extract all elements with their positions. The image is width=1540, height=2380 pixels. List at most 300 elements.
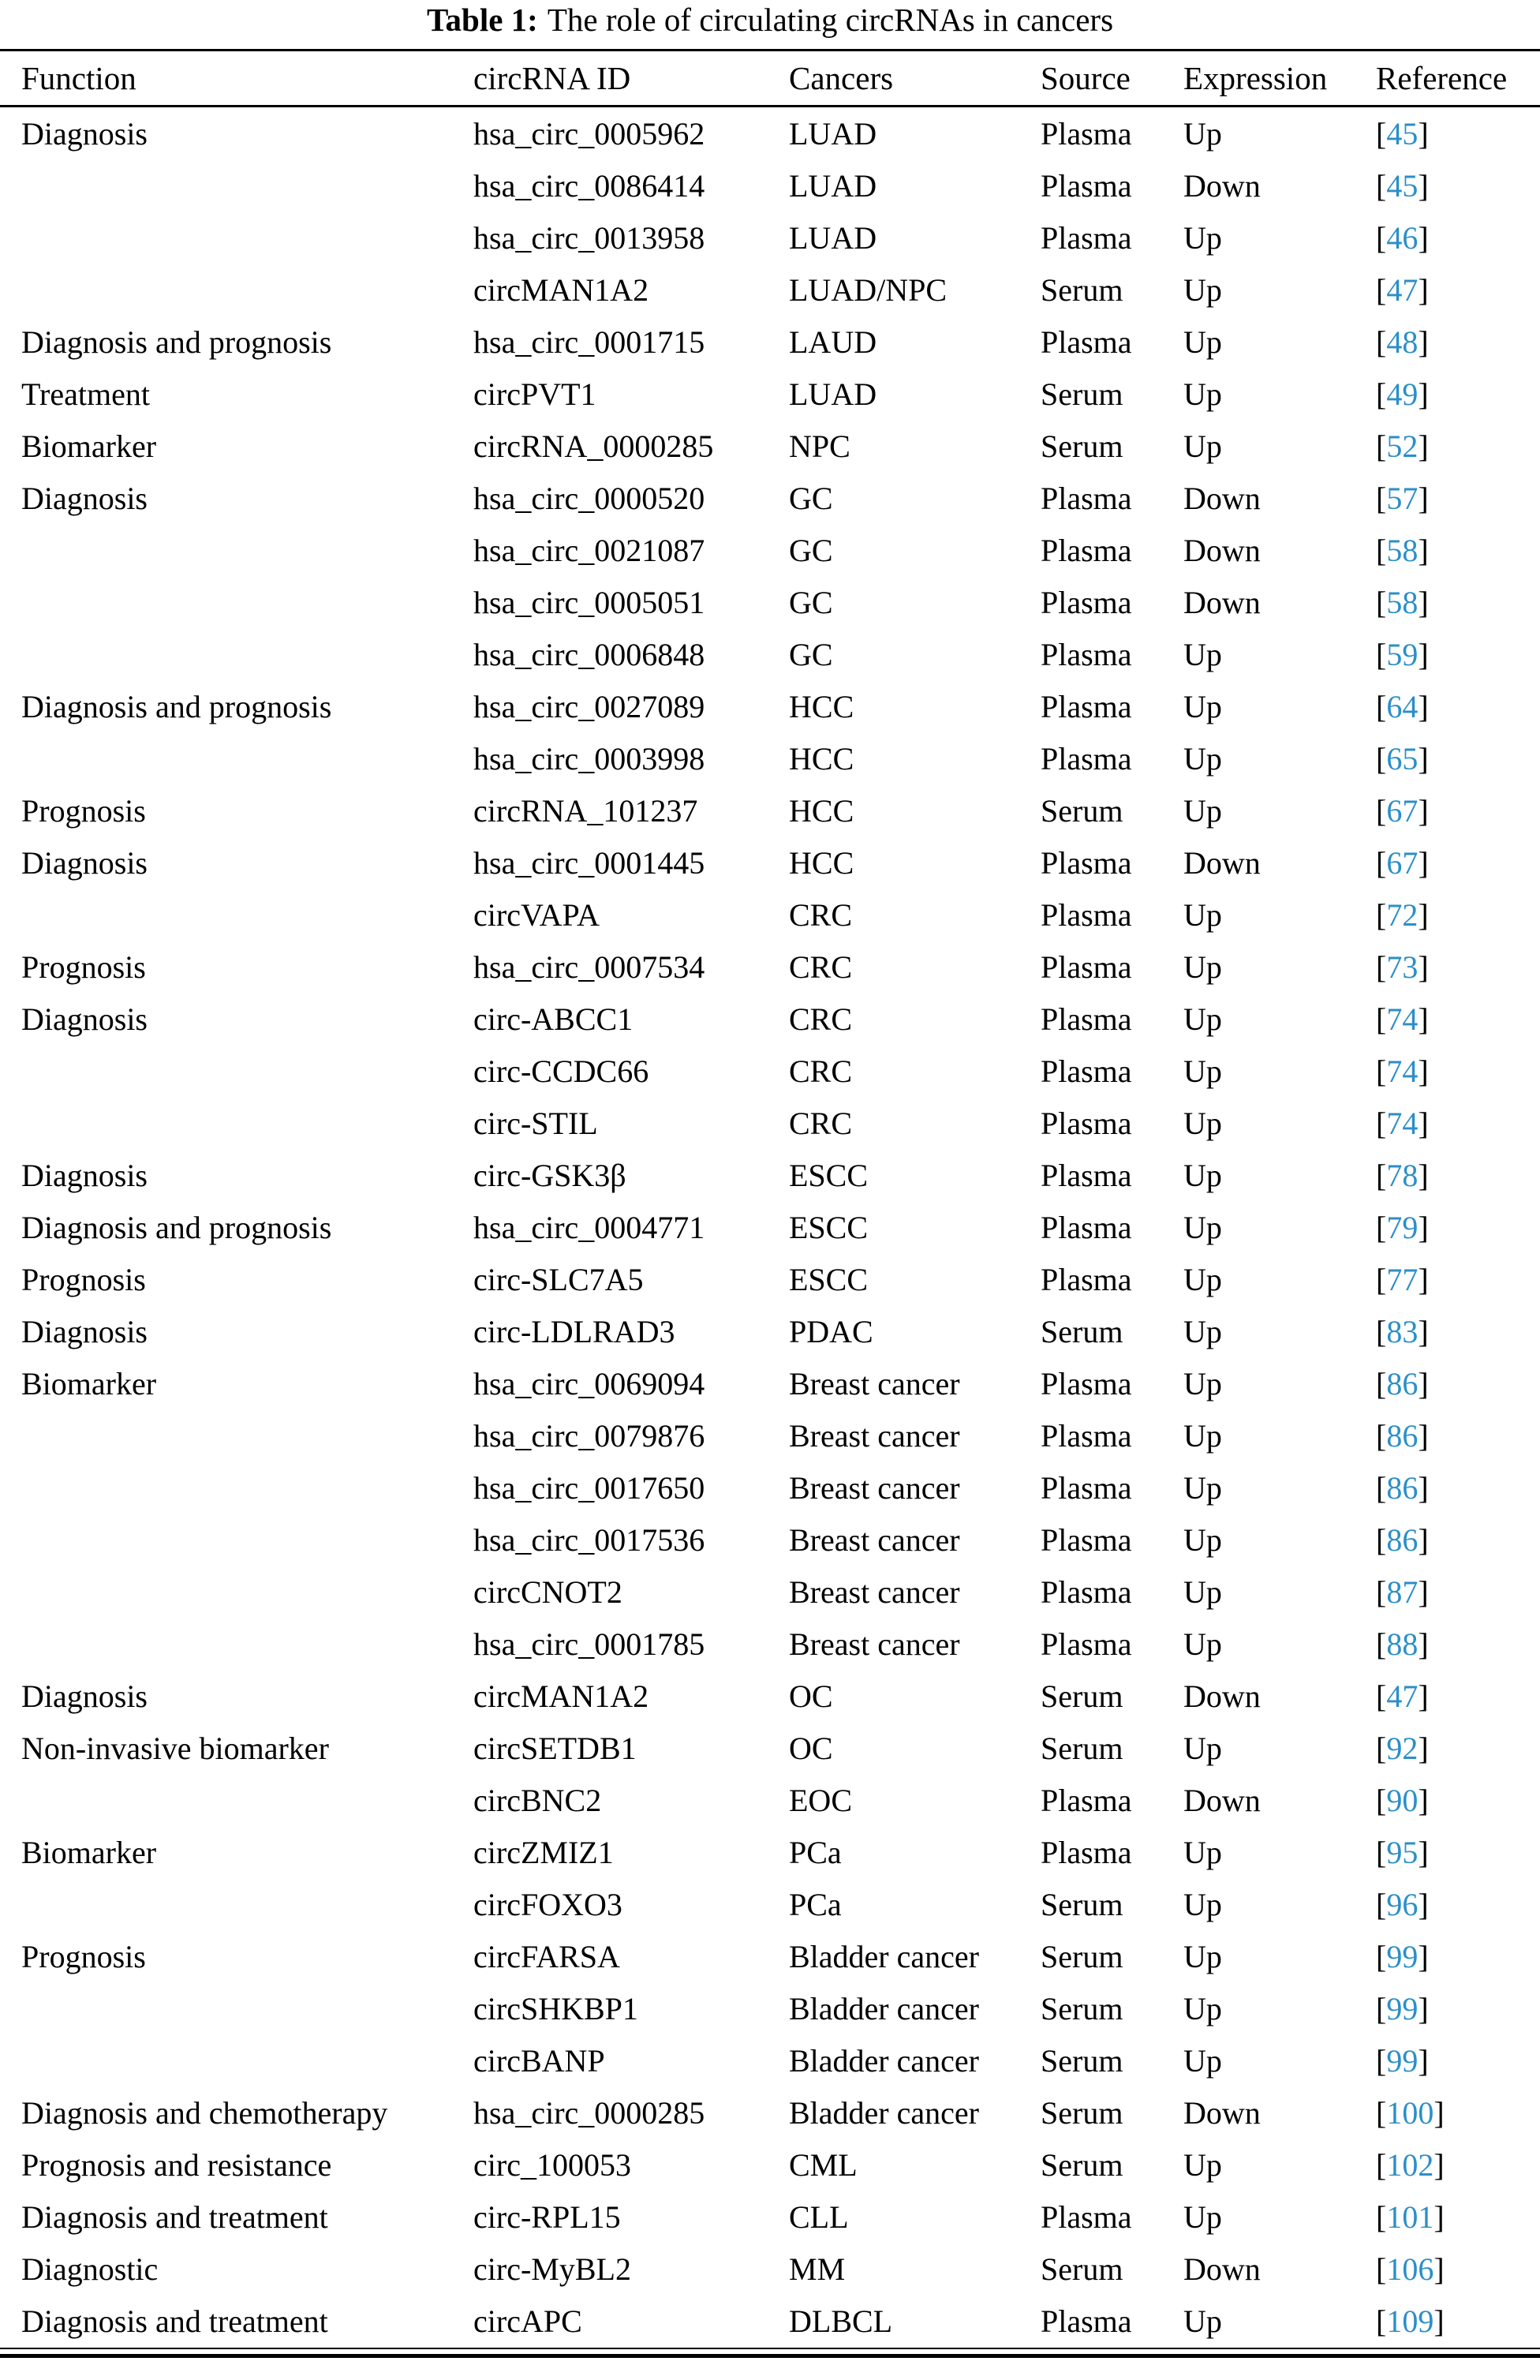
reference-bracket-close: ] — [1418, 1626, 1429, 1662]
function-cell: Prognosis and resistance — [21, 2146, 332, 2183]
circrna-id-cell: circRNA_0000285 — [473, 428, 714, 464]
reference-bracket-open: [ — [1376, 2303, 1387, 2339]
circrna-id-cell: circ-ABCC1 — [473, 1001, 634, 1037]
reference-link[interactable]: 67 — [1386, 792, 1419, 829]
reference-link[interactable]: 58 — [1386, 532, 1419, 568]
reference-link[interactable]: 79 — [1386, 1209, 1419, 1245]
reference-link[interactable]: 99 — [1386, 1990, 1419, 2026]
reference-bracket-close: ] — [1418, 2042, 1429, 2079]
source-cell: Plasma — [1041, 1261, 1132, 1297]
reference-link[interactable]: 95 — [1386, 1834, 1419, 1870]
function-cell: Prognosis — [21, 1261, 146, 1297]
reference-cell — [1376, 1878, 1540, 1930]
source-cell: Plasma — [1041, 1626, 1132, 1662]
reference-bracket-close: ] — [1418, 1313, 1429, 1349]
reference-link[interactable]: 57 — [1386, 480, 1419, 516]
cancer-cell: PDAC — [789, 1313, 873, 1349]
source-cell: Plasma — [1041, 949, 1132, 985]
circrna-id-cell: circMAN1A2 — [473, 271, 649, 308]
source-cell: Plasma — [1041, 1365, 1132, 1401]
source-cell: Plasma — [1041, 844, 1132, 881]
expression-cell: Down — [1183, 584, 1261, 620]
expression-cell: Up — [1183, 1834, 1222, 1870]
circrna-id-cell: hsa_circ_0069094 — [473, 1365, 705, 1401]
expression-cell: Up — [1183, 1313, 1222, 1349]
source-cell: Plasma — [1041, 636, 1132, 672]
function-cell: Diagnosis and prognosis — [21, 688, 332, 724]
expression-cell: Up — [1183, 1001, 1222, 1037]
circrna-id-cell: circSETDB1 — [473, 1730, 637, 1766]
reference-cell — [1376, 159, 1540, 211]
cancer-cell: CRC — [789, 896, 853, 933]
reference-bracket-open: [ — [1376, 167, 1387, 204]
expression-cell: Up — [1183, 1053, 1222, 1089]
reference-link[interactable]: 87 — [1386, 1574, 1419, 1610]
header-row — [0, 51, 1540, 107]
reference-link[interactable]: 46 — [1386, 219, 1419, 256]
reference-link[interactable]: 59 — [1386, 636, 1419, 672]
source-cell: Serum — [1041, 376, 1123, 412]
expression-cell: Up — [1183, 1105, 1222, 1141]
table-title-text: The role of circulating circRNAs in cancers — [547, 2, 1114, 38]
reference-bracket-open: [ — [1376, 949, 1387, 985]
source-cell: Plasma — [1041, 2303, 1132, 2339]
reference-bracket-open: [ — [1376, 115, 1387, 152]
function-cell — [0, 1878, 473, 1930]
source-cell: Serum — [1041, 2146, 1123, 2183]
circrna-id-cell: circCNOT2 — [473, 1574, 622, 1610]
reference-link[interactable]: 83 — [1386, 1313, 1419, 1349]
function-cell — [0, 524, 473, 576]
reference-cell — [1376, 472, 1540, 524]
circrna-id-cell: hsa_circ_0021087 — [473, 532, 705, 568]
reference-bracket-open: [ — [1376, 1313, 1387, 1349]
function-cell: Prognosis — [21, 792, 146, 829]
reference-link[interactable]: 67 — [1386, 844, 1419, 881]
table-row — [0, 1045, 1540, 1097]
source-cell: Plasma — [1041, 1053, 1132, 1089]
expression-cell: Up — [1183, 428, 1222, 464]
reference-bracket-close: ] — [1418, 1574, 1429, 1610]
reference-bracket-close: ] — [1418, 324, 1429, 360]
reference-bracket-close: ] — [1418, 949, 1429, 985]
column-header-circrna-id: circRNA ID — [473, 51, 789, 107]
table-row — [0, 159, 1540, 211]
reference-bracket-open: [ — [1376, 688, 1387, 724]
source-cell: Plasma — [1041, 688, 1132, 724]
reference-bracket-open: [ — [1376, 219, 1387, 256]
reference-bracket-close: ] — [1418, 844, 1429, 881]
reference-bracket-open: [ — [1376, 1990, 1387, 2026]
source-cell: Plasma — [1041, 1469, 1132, 1506]
expression-cell: Down — [1183, 480, 1261, 516]
reference-link[interactable]: 72 — [1386, 896, 1419, 933]
circrna-id-cell: hsa_circ_0086414 — [473, 167, 705, 204]
source-cell: Plasma — [1041, 1417, 1132, 1454]
source-cell: Serum — [1041, 1678, 1123, 1714]
source-cell: Serum — [1041, 1730, 1123, 1766]
reference-bracket-open: [ — [1376, 1469, 1387, 1506]
table-row — [0, 2139, 1540, 2191]
function-cell — [0, 1514, 473, 1566]
reference-bracket-close: ] — [1418, 1053, 1429, 1089]
source-cell: Plasma — [1041, 2199, 1132, 2235]
reference-cell — [1376, 264, 1540, 316]
table-row — [0, 1409, 1540, 1461]
function-cell — [0, 1618, 473, 1670]
reference-bracket-close: ] — [1418, 1730, 1429, 1766]
circrna-id-cell: hsa_circ_0017650 — [473, 1469, 705, 1506]
reference-link[interactable]: 45 — [1386, 115, 1419, 152]
reference-bracket-close: ] — [1418, 584, 1429, 620]
cancer-cell: HCC — [789, 740, 854, 776]
expression-cell: Up — [1183, 1157, 1222, 1193]
reference-link[interactable]: 58 — [1386, 584, 1419, 620]
reference-link[interactable]: 100 — [1386, 2094, 1434, 2131]
reference-link[interactable]: 99 — [1386, 1938, 1419, 1974]
reference-link[interactable]: 86 — [1386, 1365, 1419, 1401]
reference-cell — [1376, 1305, 1540, 1357]
reference-link[interactable]: 86 — [1386, 1417, 1419, 1454]
reference-bracket-close: ] — [1418, 1886, 1429, 1922]
circrna-id-cell: hsa_circ_0013958 — [473, 219, 705, 256]
reference-bracket-close: ] — [1418, 1678, 1429, 1714]
function-cell — [0, 159, 473, 211]
reference-cell — [1376, 836, 1540, 889]
expression-cell: Up — [1183, 1730, 1222, 1766]
reference-link[interactable]: 86 — [1386, 1469, 1419, 1506]
source-cell: Plasma — [1041, 1209, 1132, 1245]
cancer-cell: Breast cancer — [789, 1469, 960, 1506]
circrna-id-cell: circBNC2 — [473, 1782, 602, 1818]
source-cell: Serum — [1041, 2251, 1123, 2287]
expression-cell: Up — [1183, 896, 1222, 933]
source-cell: Plasma — [1041, 324, 1132, 360]
cancer-cell: LUAD — [789, 219, 877, 256]
table-row — [0, 1357, 1540, 1409]
expression-cell: Up — [1183, 271, 1222, 308]
source-cell: Plasma — [1041, 1001, 1132, 1037]
reference-bracket-close: ] — [1418, 1261, 1429, 1297]
function-cell: Diagnostic — [21, 2251, 159, 2287]
expression-cell: Down — [1183, 1782, 1261, 1818]
expression-cell: Up — [1183, 636, 1222, 672]
reference-link[interactable]: 101 — [1386, 2199, 1434, 2235]
reference-link[interactable]: 47 — [1386, 1678, 1419, 1714]
table-row — [0, 1305, 1540, 1357]
reference-bracket-open: [ — [1376, 1730, 1387, 1766]
function-cell: Diagnosis — [21, 1157, 148, 1193]
reference-cell — [1376, 211, 1540, 264]
table-row — [0, 1097, 1540, 1149]
reference-bracket-open: [ — [1376, 2094, 1387, 2131]
reference-bracket-open: [ — [1376, 740, 1387, 776]
cancer-cell: OC — [789, 1678, 833, 1714]
reference-link[interactable]: 48 — [1386, 324, 1419, 360]
cancer-cell: CRC — [789, 1053, 853, 1089]
reference-bracket-open: [ — [1376, 1053, 1387, 1089]
cancer-cell: Bladder cancer — [789, 2094, 979, 2131]
reference-cell — [1376, 1461, 1540, 1514]
circrna-id-cell: hsa_circ_0003998 — [473, 740, 705, 776]
cancer-cell: PCa — [789, 1834, 842, 1870]
reference-bracket-close: ] — [1418, 532, 1429, 568]
reference-bracket-open: [ — [1376, 1157, 1387, 1193]
reference-bracket-close: ] — [1418, 1834, 1429, 1870]
reference-link[interactable]: 78 — [1386, 1157, 1419, 1193]
reference-cell — [1376, 1357, 1540, 1409]
reference-cell — [1376, 107, 1540, 160]
source-cell: Serum — [1041, 2094, 1123, 2131]
table-row — [0, 1461, 1540, 1514]
function-cell — [0, 889, 473, 941]
table-row — [0, 680, 1540, 732]
circrna-id-cell: circ-SLC7A5 — [473, 1261, 644, 1297]
table-body — [0, 107, 1540, 2348]
function-cell: Diagnosis and prognosis — [21, 324, 332, 360]
function-cell: Diagnosis — [21, 480, 148, 516]
expression-cell: Up — [1183, 376, 1222, 412]
cancer-cell: NPC — [789, 428, 850, 464]
reference-bracket-close: ] — [1418, 1521, 1429, 1558]
function-cell: Diagnosis and treatment — [21, 2199, 328, 2235]
column-header-cancers: Cancers — [789, 51, 1041, 107]
function-cell: Prognosis — [21, 1938, 146, 1974]
reference-bracket-open: [ — [1376, 480, 1387, 516]
reference-link[interactable]: 49 — [1386, 376, 1419, 412]
expression-cell: Up — [1183, 1521, 1222, 1558]
circrna-id-cell: circRNA_101237 — [473, 792, 698, 829]
function-cell — [0, 211, 473, 264]
reference-link[interactable]: 45 — [1386, 167, 1419, 204]
reference-link[interactable]: 74 — [1386, 1053, 1419, 1089]
function-cell: Treatment — [21, 376, 150, 412]
circrna-id-cell: circ-LDLRAD3 — [473, 1313, 675, 1349]
expression-cell: Up — [1183, 2146, 1222, 2183]
reference-bracket-close: ] — [1418, 1782, 1429, 1818]
circrna-id-cell: circZMIZ1 — [473, 1834, 614, 1870]
cancer-cell: LUAD/NPC — [789, 271, 948, 308]
circrna-id-cell: circVAPA — [473, 896, 600, 933]
reference-link[interactable]: 86 — [1386, 1521, 1419, 1558]
expression-cell: Down — [1183, 844, 1261, 881]
reference-cell — [1376, 1566, 1540, 1618]
reference-link[interactable]: 74 — [1386, 1105, 1419, 1141]
table-row — [0, 1670, 1540, 1722]
cancer-cell: PCa — [789, 1886, 842, 1922]
reference-bracket-close: ] — [1418, 376, 1429, 412]
expression-cell: Up — [1183, 1990, 1222, 2026]
reference-bracket-open: [ — [1376, 1574, 1387, 1610]
function-cell — [0, 2034, 473, 2086]
reference-link[interactable]: 90 — [1386, 1782, 1419, 1818]
table-row — [0, 889, 1540, 941]
table-row — [0, 576, 1540, 628]
reference-bracket-open: [ — [1376, 1521, 1387, 1558]
cancer-cell: ESCC — [789, 1209, 869, 1245]
reference-bracket-close: ] — [1418, 1105, 1429, 1141]
table-row — [0, 1149, 1540, 1201]
expression-cell: Up — [1183, 1261, 1222, 1297]
function-cell — [0, 1045, 473, 1097]
reference-link[interactable]: 102 — [1386, 2146, 1434, 2183]
circrna-id-cell: circFARSA — [473, 1938, 620, 1974]
source-cell: Plasma — [1041, 1782, 1132, 1818]
table-row — [0, 993, 1540, 1045]
table-row — [0, 628, 1540, 680]
reference-link[interactable]: 106 — [1386, 2251, 1434, 2287]
reference-link[interactable]: 88 — [1386, 1626, 1419, 1662]
reference-bracket-open: [ — [1376, 1417, 1387, 1454]
source-cell: Serum — [1041, 271, 1123, 308]
reference-bracket-open: [ — [1376, 1105, 1387, 1141]
cancer-cell: LUAD — [789, 115, 877, 152]
reference-bracket-open: [ — [1376, 532, 1387, 568]
reference-link[interactable]: 77 — [1386, 1261, 1419, 1297]
reference-bracket-open: [ — [1376, 1365, 1387, 1401]
function-cell: Diagnosis — [21, 1678, 148, 1714]
reference-bracket-open: [ — [1376, 1001, 1387, 1037]
source-cell: Plasma — [1041, 532, 1132, 568]
table-title — [0, 0, 1540, 49]
reference-bracket-close: ] — [1418, 480, 1429, 516]
function-cell: Diagnosis — [21, 1001, 148, 1037]
cancer-cell: Breast cancer — [789, 1574, 960, 1610]
cancer-cell: ESCC — [789, 1157, 869, 1193]
source-cell: Plasma — [1041, 1521, 1132, 1558]
source-cell: Serum — [1041, 792, 1123, 829]
cancer-cell: Breast cancer — [789, 1521, 960, 1558]
reference-bracket-close: ] — [1418, 115, 1429, 152]
reference-bracket-close: ] — [1418, 1938, 1429, 1974]
reference-bracket-open: [ — [1376, 376, 1387, 412]
reference-link[interactable]: 47 — [1386, 271, 1419, 308]
reference-link[interactable]: 65 — [1386, 740, 1419, 776]
cancer-cell: Bladder cancer — [789, 2042, 979, 2079]
reference-bracket-close: ] — [1418, 636, 1429, 672]
reference-bracket-close: ] — [1418, 896, 1429, 933]
table-row — [0, 2034, 1540, 2086]
table-row — [0, 732, 1540, 784]
reference-bracket-close: ] — [1418, 219, 1429, 256]
reference-link[interactable]: 74 — [1386, 1001, 1419, 1037]
reference-bracket-open: [ — [1376, 2042, 1387, 2079]
cancer-cell: GC — [789, 584, 833, 620]
expression-cell: Up — [1183, 1469, 1222, 1506]
cancer-cell: HCC — [789, 688, 854, 724]
cancer-cell: ESCC — [789, 1261, 869, 1297]
table-row — [0, 264, 1540, 316]
reference-bracket-close: ] — [1418, 271, 1429, 308]
expression-cell: Up — [1183, 324, 1222, 360]
cancer-cell: Breast cancer — [789, 1365, 960, 1401]
reference-bracket-open: [ — [1376, 792, 1387, 829]
reference-link[interactable]: 109 — [1386, 2303, 1434, 2339]
cancer-cell: GC — [789, 480, 833, 516]
reference-cell — [1376, 2295, 1540, 2347]
reference-bracket-open: [ — [1376, 1782, 1387, 1818]
reference-bracket-open: [ — [1376, 2251, 1387, 2287]
expression-cell: Up — [1183, 2042, 1222, 2079]
reference-cell — [1376, 524, 1540, 576]
expression-cell: Up — [1183, 2199, 1222, 2235]
expression-cell: Down — [1183, 1678, 1261, 1714]
source-cell: Plasma — [1041, 896, 1132, 933]
expression-cell: Up — [1183, 115, 1222, 152]
function-cell: Diagnosis and chemotherapy — [21, 2094, 388, 2131]
reference-cell — [1376, 420, 1540, 472]
reference-cell — [1376, 993, 1540, 1045]
source-cell: Plasma — [1041, 1157, 1132, 1193]
circrna-id-cell: hsa_circ_0004771 — [473, 1209, 705, 1245]
table-row — [0, 1982, 1540, 2034]
circrna-id-cell: hsa_circ_0005962 — [473, 115, 705, 152]
table-row — [0, 2086, 1540, 2139]
circrna-id-cell: circ-RPL15 — [473, 2199, 621, 2235]
table-row — [0, 1930, 1540, 1982]
reference-cell — [1376, 732, 1540, 784]
reference-bracket-close: ] — [1418, 792, 1429, 829]
reference-link[interactable]: 64 — [1386, 688, 1419, 724]
reference-link[interactable]: 92 — [1386, 1730, 1419, 1766]
reference-link[interactable]: 52 — [1386, 428, 1419, 464]
reference-cell — [1376, 628, 1540, 680]
table-row — [0, 941, 1540, 993]
column-header-function: Function — [0, 51, 473, 107]
function-cell: Prognosis — [21, 949, 146, 985]
source-cell: Plasma — [1041, 1834, 1132, 1870]
reference-cell — [1376, 2243, 1540, 2295]
reference-bracket-close: ] — [1418, 688, 1429, 724]
table-row — [0, 1201, 1540, 1253]
expression-cell: Up — [1183, 740, 1222, 776]
source-cell: Plasma — [1041, 740, 1132, 776]
source-cell: Serum — [1041, 1313, 1123, 1349]
reference-cell — [1376, 1982, 1540, 2034]
cancer-cell: CML — [789, 2146, 858, 2183]
reference-cell — [1376, 368, 1540, 420]
circrna-id-cell: hsa_circ_0001785 — [473, 1626, 705, 1662]
cancer-cell: OC — [789, 1730, 833, 1766]
reference-link[interactable]: 73 — [1386, 949, 1419, 985]
reference-link[interactable]: 96 — [1386, 1886, 1419, 1922]
reference-bracket-close: ] — [1418, 1990, 1429, 2026]
expression-cell: Up — [1183, 1209, 1222, 1245]
source-cell: Serum — [1041, 1938, 1123, 1974]
table-row — [0, 1826, 1540, 1878]
reference-bracket-open: [ — [1376, 896, 1387, 933]
expression-cell: Up — [1183, 2303, 1222, 2339]
circrna-id-cell: hsa_circ_0001715 — [473, 324, 705, 360]
expression-cell: Down — [1183, 532, 1261, 568]
reference-bracket-close: ] — [1418, 1469, 1429, 1506]
column-header-expression: Expression — [1183, 51, 1376, 107]
table-row — [0, 211, 1540, 264]
table-row — [0, 1514, 1540, 1566]
reference-link[interactable]: 99 — [1386, 2042, 1419, 2079]
reference-bracket-open: [ — [1376, 324, 1387, 360]
reference-cell — [1376, 784, 1540, 836]
source-cell: Serum — [1041, 428, 1123, 464]
function-cell — [0, 1566, 473, 1618]
expression-cell: Up — [1183, 1626, 1222, 1662]
expression-cell: Up — [1183, 1886, 1222, 1922]
source-cell: Plasma — [1041, 219, 1132, 256]
function-cell: Biomarker — [21, 1365, 157, 1401]
function-cell — [0, 1461, 473, 1514]
expression-cell: Down — [1183, 167, 1261, 204]
source-cell: Serum — [1041, 1990, 1123, 2026]
